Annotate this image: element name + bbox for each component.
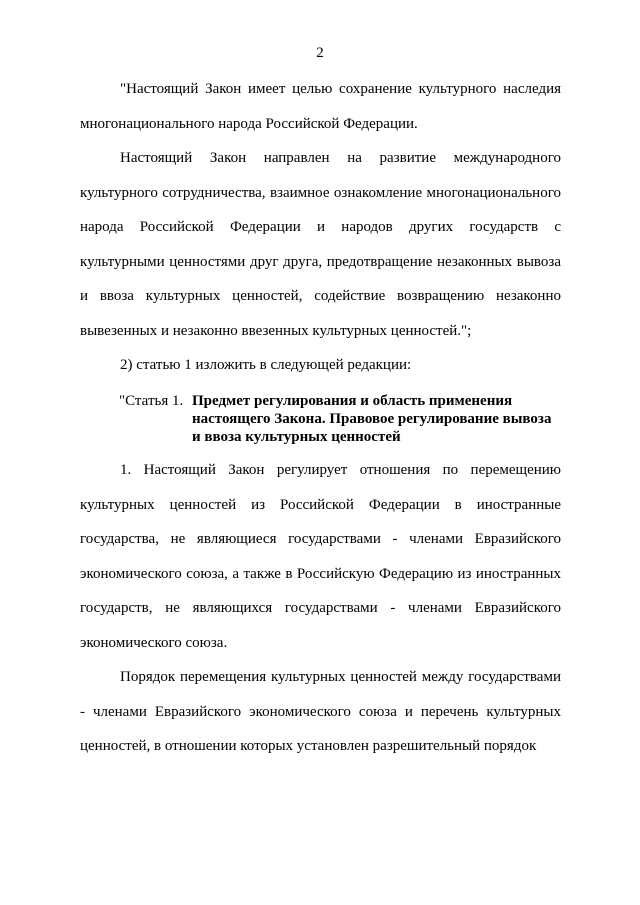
body-text-upper [80,72,561,383]
body-text-lower [80,453,561,764]
article-number: "Статья 1. [119,393,184,409]
page-number: 2 [316,45,324,61]
article-title: Предмет регулирования и область применения настоящего Закона. Правовое регулирование вывоза и ввоза культурных ценностей [192,393,552,445]
paragraph-amendment-instruction: 2) статью 1 изложить в следующей редакции: [120,357,412,373]
paragraph-direction: Настоящий Закон направлен на развитие международного культурного сотрудничества, взаимное ознакомление многонационального народа Российской Федерации и народов других государств с культурными ценностями друг друга, предотвращение незаконных вывоза и ввоза культурных ценностей, содействие возвращению незаконно вывезенных и незаконно ввезенных культурных ценностей."; [80,150,561,339]
paragraph-movement-procedure: Порядок перемещения культурных ценностей между государствами - членами Евразийского экономического союза и перечень культурных ценностей, в отношении которых установлен разрешительный порядок [80,669,561,754]
paragraph-purpose: "Настоящий Закон имеет целью сохранение культурного наследия многонационального народа Российской Федерации. [80,81,561,132]
paragraph-article-clause-1: 1. Настоящий Закон регулирует отношения по перемещению культурных ценностей из Российской Федерации в иностранные государства, не являющиеся государствами - членами Евразийского экономического союза, а также в Российскую Федерацию из иностранных государств, не являющихся государствами - членами Евразийского экономического союза. [80,462,561,651]
